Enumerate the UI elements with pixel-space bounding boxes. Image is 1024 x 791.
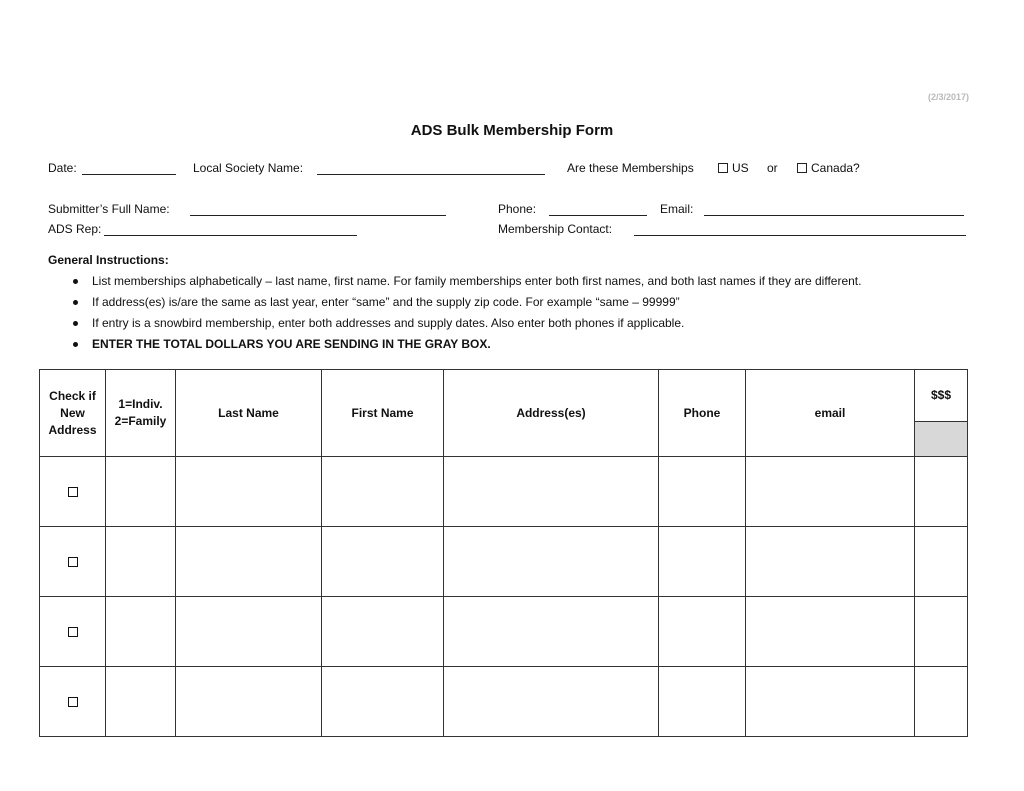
- last-name-cell[interactable]: [176, 527, 322, 597]
- local-society-label: Local Society Name:: [193, 161, 304, 175]
- email-label: Email:: [660, 202, 694, 216]
- new-address-cell[interactable]: [40, 527, 106, 597]
- canada-option[interactable]: [797, 161, 860, 175]
- phone-cell[interactable]: [659, 457, 746, 527]
- last-name-cell[interactable]: [176, 597, 322, 667]
- revision-date: (2/3/2017): [928, 92, 970, 102]
- membership-contact-label: Membership Contact:: [498, 222, 613, 236]
- us-checkbox[interactable]: [718, 163, 728, 173]
- date-field[interactable]: [82, 174, 176, 175]
- type-cell[interactable]: [106, 527, 176, 597]
- table-row: [40, 597, 968, 667]
- dollars-cell[interactable]: [915, 597, 968, 667]
- first-name-cell[interactable]: [322, 667, 444, 737]
- phone-field[interactable]: [549, 215, 647, 216]
- canada-checkbox[interactable]: [797, 163, 807, 173]
- us-option[interactable]: [718, 161, 749, 175]
- instruction-item: List memberships alphabetically – last name, first name. For family memberships enter both first names, and both last names if they are different.: [70, 273, 861, 294]
- dollars-cell[interactable]: [915, 457, 968, 527]
- type-cell[interactable]: [106, 597, 176, 667]
- email-cell[interactable]: [746, 597, 915, 667]
- email-cell[interactable]: [746, 667, 915, 737]
- canada-label: Canada?: [811, 161, 860, 175]
- instruction-item: If entry is a snowbird membership, enter both addresses and supply dates. Also enter both phones if applicable.: [70, 315, 861, 336]
- address-cell[interactable]: [444, 667, 659, 737]
- membership-contact-field[interactable]: [634, 235, 966, 236]
- table-row: [40, 527, 968, 597]
- type-cell[interactable]: [106, 667, 176, 737]
- email-field[interactable]: [704, 215, 964, 216]
- last-name-cell[interactable]: [176, 667, 322, 737]
- header-phone: Phone: [659, 370, 746, 457]
- ads-rep-label: ADS Rep:: [48, 222, 102, 236]
- instruction-item: If address(es) is/are the same as last year, enter “same” and the supply zip code. For example “same – 99999”: [70, 294, 861, 315]
- email-cell[interactable]: [746, 457, 915, 527]
- local-society-field[interactable]: [317, 174, 545, 175]
- header-first-name: First Name: [322, 370, 444, 457]
- first-name-cell[interactable]: [322, 597, 444, 667]
- header-address: Address(es): [444, 370, 659, 457]
- submitter-label: Submitter’s Full Name:: [48, 202, 170, 216]
- dollars-cell[interactable]: [915, 527, 968, 597]
- table-row: [40, 457, 968, 527]
- first-name-cell[interactable]: [322, 527, 444, 597]
- new-address-cell[interactable]: [40, 457, 106, 527]
- header-membership-type: 1=Indiv. 2=Family: [106, 370, 176, 457]
- header-last-name: Last Name: [176, 370, 322, 457]
- date-label: Date:: [48, 161, 77, 175]
- new-address-checkbox[interactable]: [68, 627, 78, 637]
- address-cell[interactable]: [444, 457, 659, 527]
- table-row: [40, 667, 968, 737]
- ads-rep-field[interactable]: [104, 235, 357, 236]
- membership-question: Are these Memberships: [567, 161, 694, 175]
- new-address-cell[interactable]: [40, 667, 106, 737]
- phone-cell[interactable]: [659, 527, 746, 597]
- address-cell[interactable]: [444, 597, 659, 667]
- address-cell[interactable]: [444, 527, 659, 597]
- instructions-list: [70, 273, 861, 357]
- header-check-new-address: Check if New Address: [40, 370, 106, 457]
- new-address-checkbox[interactable]: [68, 557, 78, 567]
- membership-table: [39, 369, 968, 737]
- new-address-cell[interactable]: [40, 597, 106, 667]
- instructions-title: General Instructions:: [48, 253, 169, 267]
- instruction-item: ENTER THE TOTAL DOLLARS YOU ARE SENDING IN THE GRAY BOX.: [70, 336, 861, 357]
- email-cell[interactable]: [746, 527, 915, 597]
- new-address-checkbox[interactable]: [68, 697, 78, 707]
- phone-label: Phone:: [498, 202, 537, 216]
- or-label: or: [767, 161, 778, 175]
- first-name-cell[interactable]: [322, 457, 444, 527]
- submitter-field[interactable]: [190, 215, 446, 216]
- new-address-checkbox[interactable]: [68, 487, 78, 497]
- phone-cell[interactable]: [659, 667, 746, 737]
- total-dollars-gray-box[interactable]: [915, 422, 968, 457]
- phone-cell[interactable]: [659, 597, 746, 667]
- form-title: ADS Bulk Membership Form: [410, 122, 614, 139]
- header-email: email: [746, 370, 915, 457]
- us-label: US: [732, 161, 749, 175]
- type-cell[interactable]: [106, 457, 176, 527]
- last-name-cell[interactable]: [176, 457, 322, 527]
- dollars-cell[interactable]: [915, 667, 968, 737]
- header-dollars: $$$: [915, 370, 968, 422]
